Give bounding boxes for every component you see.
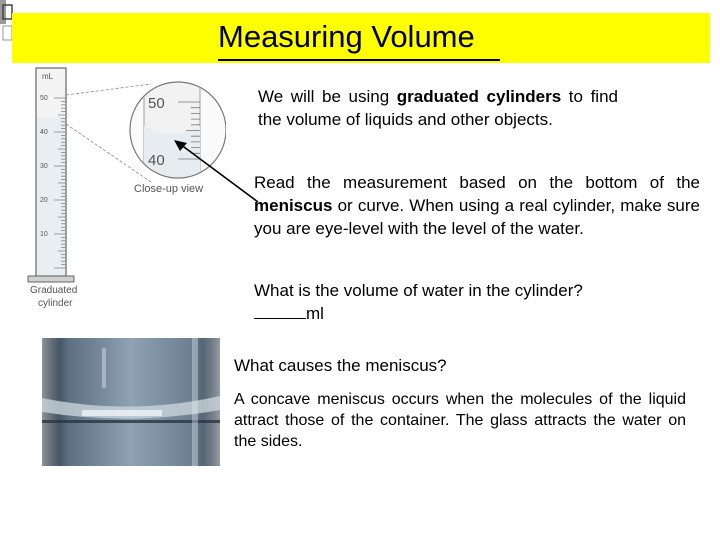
closeup-label-50: 50: [148, 95, 165, 112]
meniscus-question: What causes the meniscus?: [234, 356, 447, 375]
volume-question: What is the volume of water in the cylinder? ml: [254, 281, 583, 323]
tick-label-30: 30: [40, 163, 48, 170]
bold-term-meniscus: meniscus: [254, 196, 333, 215]
meniscus-explanation: A concave meniscus occurs when the molecules of the liquid attract those of the container. The glass attracts the water on the sides.: [234, 391, 686, 450]
meniscus-instructions: Read the measurement based on the bottom of the meniscus or curve. When using a real cylinder, make sure you are eye-level with the level of the water.: [254, 173, 700, 238]
tick-label-10: 10: [40, 231, 48, 238]
answer-blank: [254, 303, 306, 319]
zoom-guide-top: [66, 84, 151, 95]
answer-unit: ml: [306, 304, 324, 323]
cylinder-caption-line2: cylinder: [38, 298, 73, 309]
title-underline: [218, 59, 500, 61]
closeup-caption: Close-up view: [134, 183, 204, 195]
meniscus-photo: [42, 338, 220, 466]
tick-label-50: 50: [40, 95, 48, 102]
page-title: Measuring Volume: [218, 19, 475, 54]
cylinder-caption-line1: Graduated: [30, 285, 78, 296]
bold-term-graduated-cylinders: graduated cylinders: [396, 87, 562, 106]
intro-paragraph: We will be using graduated cylinders to find the volume of liquids and other objects.: [258, 87, 618, 129]
closeup-label-40: 40: [148, 152, 165, 169]
unit-label: mL: [42, 72, 54, 81]
tick-label-20: 20: [40, 197, 48, 204]
cylinder-base: [28, 276, 74, 282]
tick-label-40: 40: [40, 129, 48, 136]
